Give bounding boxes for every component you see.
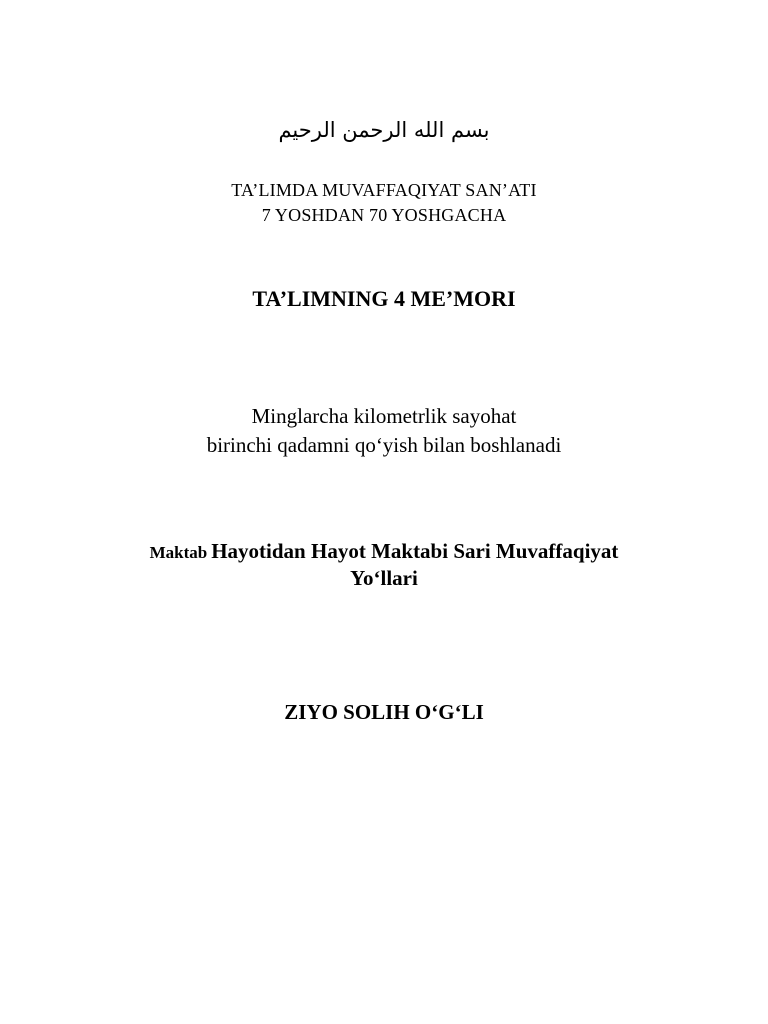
author-name: ZIYO SOLIH O‘G‘LI bbox=[284, 700, 484, 724]
epigraph-line-1: Minglarcha kilometrlik sayohat bbox=[251, 404, 517, 428]
book-title: TA’LIMNING 4 ME’MORI bbox=[252, 286, 516, 311]
subtitle-prefix: Maktab bbox=[149, 543, 208, 562]
subtitle-line-1 bbox=[0, 539, 768, 564]
series-title-line-2: 7 YOSHDAN 70 YOSHGACHA bbox=[261, 205, 507, 225]
epigraph-line-2: birinchi qadamni qo‘yish bilan boshlanadi bbox=[206, 433, 562, 457]
basmala-heading: بسم الله الرحمن الرحيم bbox=[278, 118, 490, 142]
subtitle-main: Hayotidan Hayot Maktabi Sari Muvaffaqiyat bbox=[211, 539, 619, 563]
subtitle-line-2: Yo‘llari bbox=[350, 566, 418, 590]
series-title-line-1: TA’LIMDA MUVAFFAQIYAT SAN’ATI bbox=[231, 180, 537, 200]
